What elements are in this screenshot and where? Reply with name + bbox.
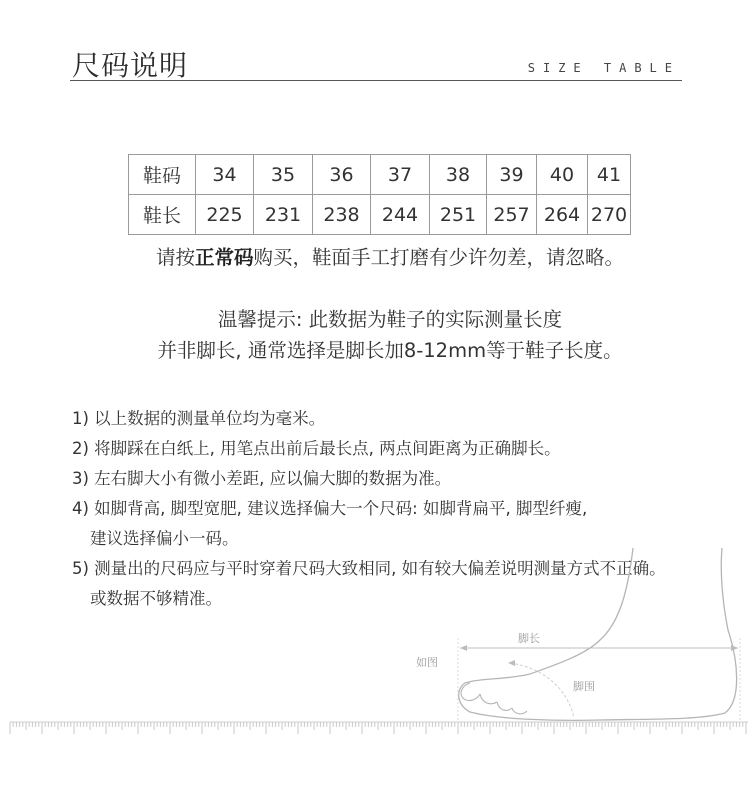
list-item: 1) 以上数据的测量单位均为毫米。	[72, 409, 326, 428]
notice-text-bold: 正常码	[194, 246, 254, 269]
list-item-continued: 或数据不够精准。	[90, 589, 222, 608]
table-cell: 34	[196, 155, 254, 195]
list-item: 4) 如脚背高, 脚型宽肥, 建议选择偏大一个尺码: 如脚背扁平, 脚型纤瘦,	[72, 499, 588, 518]
table-cell: 264	[537, 195, 588, 235]
table-cell: 41	[588, 155, 631, 195]
table-cell: 39	[487, 155, 537, 195]
page-title: 尺码说明	[72, 49, 189, 82]
header-divider	[70, 80, 682, 81]
row-label-shoe-size: 鞋码	[129, 155, 196, 195]
table-cell: 251	[430, 195, 487, 235]
foot-outline	[459, 548, 737, 720]
arrow-right-icon	[731, 645, 738, 651]
table-cell: 257	[487, 195, 537, 235]
toes-outline	[461, 683, 527, 714]
label-foot-length: 脚长	[518, 632, 540, 645]
table-cell: 38	[430, 155, 487, 195]
notice-text-after: 购买，鞋面手工打磨有少许勿差，请忽略。	[253, 246, 625, 269]
table-cell: 270	[588, 195, 631, 235]
arrow-left-icon	[460, 645, 467, 651]
ruler	[10, 722, 748, 734]
list-item: 5) 测量出的尺码应与平时穿着尺码大致相同, 如有较大偏差说明测量方式不正确。	[72, 559, 666, 578]
table-cell: 238	[313, 195, 371, 235]
table-cell: 40	[537, 155, 588, 195]
table-row	[129, 195, 631, 235]
table-cell: 36	[313, 155, 371, 195]
label-foot-girth: 脚围	[573, 680, 595, 693]
table-cell: 225	[196, 195, 254, 235]
list-item: 3) 左右脚大小有微小差距, 应以偏大脚的数据为准。	[72, 469, 452, 488]
notice-text-before: 请按	[155, 246, 195, 269]
page-subtitle: SIZE TABLE	[527, 61, 680, 75]
foot-measure-diagram	[0, 540, 750, 740]
row-label-shoe-length: 鞋长	[129, 195, 196, 235]
girth-arc	[510, 663, 574, 718]
size-table	[128, 154, 631, 235]
table-row	[129, 155, 631, 195]
label-figure: 如图	[416, 656, 438, 669]
table-cell: 35	[254, 155, 313, 195]
purchase-notice	[0, 242, 750, 270]
list-item: 2) 将脚踩在白纸上, 用笔点出前后最长点, 两点间距离为正确脚长。	[72, 439, 561, 458]
tip-line-2: 并非脚长, 通常选择是脚长加8-12mm等于鞋子长度。	[157, 339, 623, 362]
arrow-left-icon	[508, 660, 515, 666]
table-cell: 231	[254, 195, 313, 235]
table-cell: 37	[371, 155, 430, 195]
tip-line-1: 温馨提示: 此数据为鞋子的实际测量长度	[217, 308, 563, 331]
list-item-continued: 建议选择偏小一码。	[90, 529, 239, 548]
table-cell: 244	[371, 195, 430, 235]
